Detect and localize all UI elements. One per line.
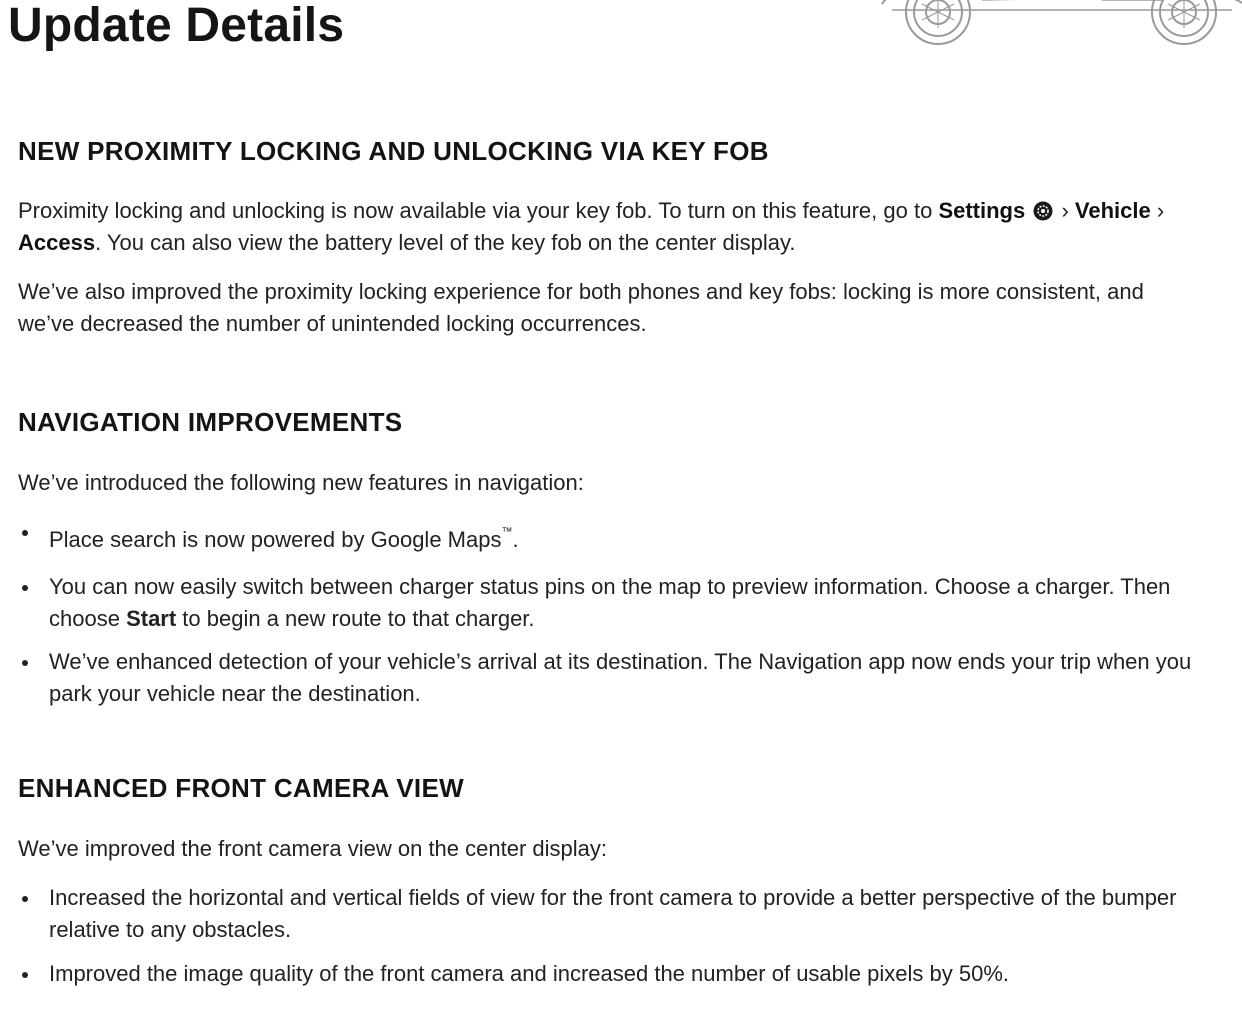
text-span: choose <box>49 606 127 631</box>
section-proximity-locking <box>18 136 1242 340</box>
paragraph-proximity-intro <box>18 195 1242 259</box>
list-item <box>18 516 1242 556</box>
vehicle-illustration <box>872 0 1242 50</box>
paragraph-camera-intro: We’ve improved the front camera view on the center display: <box>18 836 607 861</box>
text-span: Proximity locking and unlocking is now available via your key fob. To turn on this feature, go to <box>18 198 939 223</box>
page-title: Update Details <box>8 0 345 52</box>
access-label: Access <box>18 230 96 255</box>
text-span: We’ve also improved the proximity locking experience for both phones and key fobs: locking is more consistent, and <box>18 279 1144 304</box>
text-line: relative to any obstacles. <box>49 917 292 942</box>
list-item <box>18 571 1242 635</box>
text-span: to begin a new route to that charger. <box>176 606 535 631</box>
text-span: we’ve decreased the number of unintended locking occurrences. <box>18 311 647 336</box>
text-line: Increased the horizontal and vertical fields of view for the front camera to provide a better perspective of the bumper <box>49 885 1177 910</box>
bullet-dot-icon <box>22 585 28 591</box>
bullet-list <box>18 882 1242 990</box>
settings-label: Settings <box>938 198 1026 223</box>
list-item <box>18 646 1242 710</box>
section-heading: NAVIGATION IMPROVEMENTS <box>18 407 403 437</box>
start-label: Start <box>126 606 177 631</box>
breadcrumb-separator: › <box>1055 198 1075 223</box>
text-line: park your vehicle near the destination. <box>49 681 421 706</box>
text-span: Improved the image quality of the front camera and increased the number of usable pixels by 50%. <box>49 961 1009 986</box>
section-front-camera <box>18 773 1242 990</box>
section-navigation-improvements <box>18 407 1242 710</box>
paragraph-proximity-improvement <box>18 276 1242 340</box>
section-heading: NEW PROXIMITY LOCKING AND UNLOCKING VIA KEY FOB <box>18 136 769 166</box>
gear-icon <box>1033 201 1053 221</box>
bullet-list <box>18 516 1242 710</box>
bullet-dot-icon <box>22 972 28 978</box>
paragraph-navigation-intro: We’ve introduced the following new features in navigation: <box>18 470 584 495</box>
section-heading: ENHANCED FRONT CAMERA VIEW <box>18 773 464 803</box>
text-span: . You can also view the battery level of the key fob on the center display. <box>95 230 796 255</box>
text-line: We’ve enhanced detection of your vehicle’s arrival at its destination. The Navigation app now ends your trip when you <box>49 649 1192 674</box>
text-span: . <box>512 527 519 552</box>
bullet-dot-icon <box>22 530 28 536</box>
bullet-dot-icon <box>22 660 28 666</box>
trademark-symbol: ™ <box>501 526 513 538</box>
breadcrumb-separator: › <box>1150 198 1165 223</box>
text-span: Place search is now powered by Google Maps <box>49 527 502 552</box>
vehicle-label: Vehicle <box>1074 198 1151 223</box>
bullet-dot-icon <box>22 896 28 902</box>
text-line <box>49 603 1242 635</box>
list-item <box>18 882 1242 946</box>
list-item <box>18 958 1242 990</box>
text-line: You can now easily switch between charger status pins on the map to preview information. Choose a charger. Then <box>49 574 1171 599</box>
